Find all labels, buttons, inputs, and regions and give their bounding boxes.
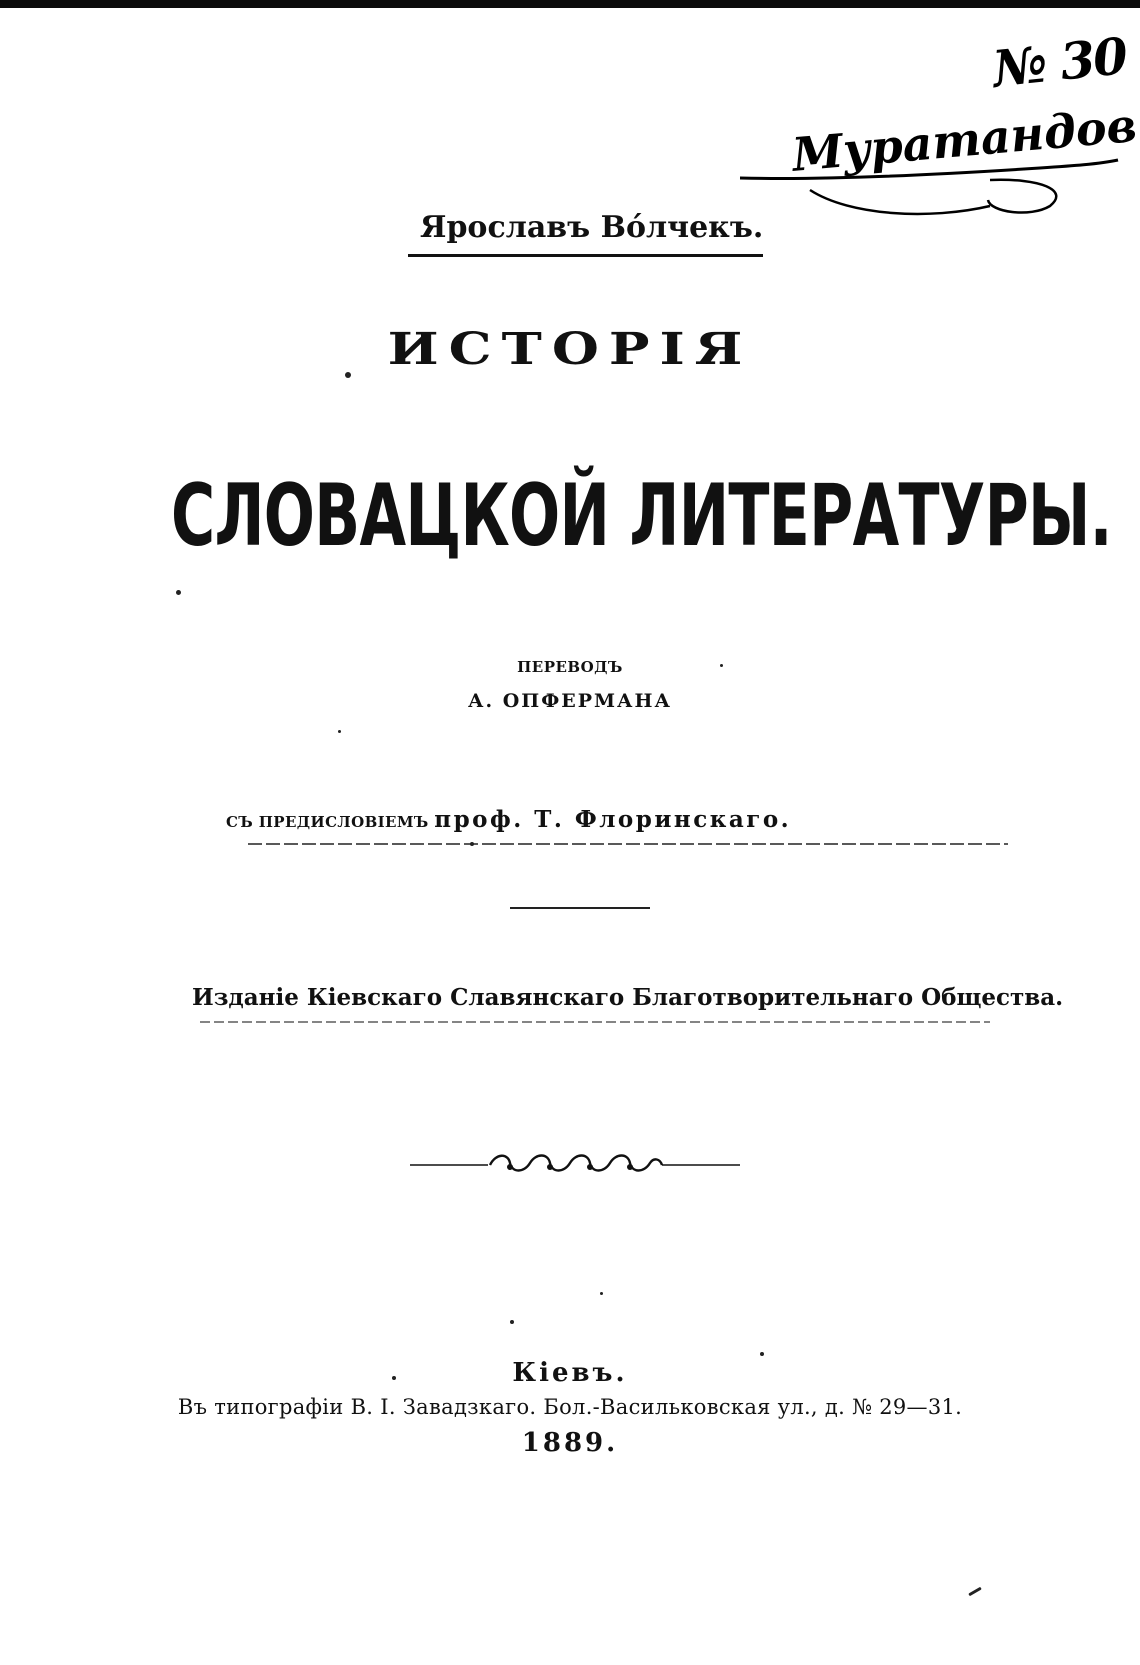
imprint-year: 1889.	[521, 1428, 619, 1458]
scan-speck	[600, 1292, 603, 1295]
handwritten-number: № 30	[990, 26, 1129, 99]
scan-speck	[176, 590, 181, 595]
publisher-underline	[200, 1021, 990, 1023]
title-line-2: СЛОВАЦКОЙ ЛИТЕРАТУРЫ.	[171, 466, 1112, 566]
scan-speck	[470, 842, 474, 846]
publisher-line: Изданіе Кіевскаго Славянскаго Благотворительнаго Общества.	[192, 984, 1064, 1011]
title-line-1: ИСТОРІЯ	[387, 322, 753, 375]
scan-speck	[392, 1376, 396, 1380]
scan-top-edge	[0, 0, 1140, 8]
scan-speck	[510, 1320, 514, 1324]
scan-speck	[345, 372, 351, 378]
translation-label: ПЕРЕВОДЪ	[517, 658, 623, 676]
translator-name: А. ОПФЕРМАНА	[468, 690, 672, 712]
separator-rule	[510, 907, 650, 909]
scan-speck	[760, 1352, 764, 1356]
author-name: Ярославъ Вóлчекъ.	[420, 210, 764, 245]
ornament-divider	[410, 1145, 740, 1185]
scan-speck	[720, 664, 723, 667]
preface-author: проф. Т. Флоринскаго.	[434, 806, 792, 833]
scan-speck	[968, 1587, 982, 1597]
preface-label: СЪ ПРЕДИСЛОВІЕМЪ	[226, 813, 429, 831]
author-underline	[408, 254, 763, 257]
preface-line	[226, 806, 791, 833]
scan-speck	[338, 730, 341, 733]
imprint-printer: Въ типографіи В. І. Завадзкаго. Бол.-Васильковская ул., д. № 29—31.	[177, 1395, 963, 1419]
handwritten-signature: Муратандов	[790, 97, 1139, 182]
preface-underline	[248, 843, 1008, 845]
imprint-city: Кіевъ.	[512, 1358, 628, 1388]
